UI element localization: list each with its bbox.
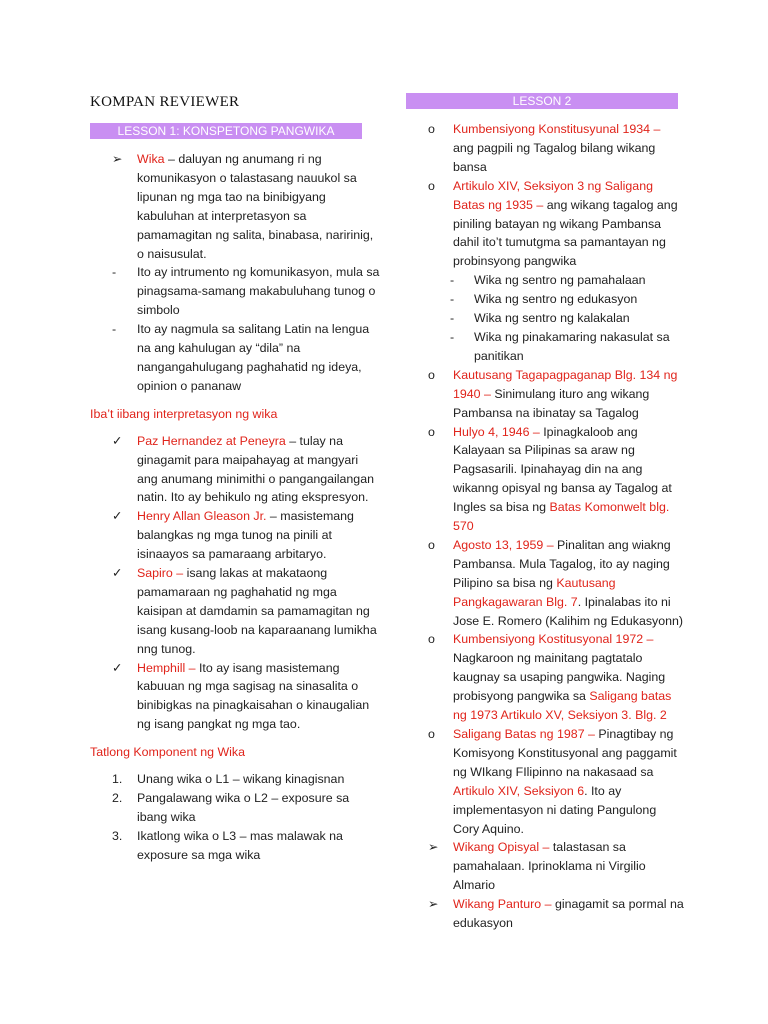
list-item bbox=[90, 320, 380, 396]
interpretations-heading: Iba’t iibang interpretasyon ng wika bbox=[90, 406, 278, 421]
interpretation-name: Paz Hernandez at Peneyra bbox=[137, 433, 286, 448]
sub-item-text: Wika ng pinakamaring nakasulat sa panitikan bbox=[474, 329, 670, 363]
timeline-event: Kumbensiyong Konstitusyunal 1934 – bbox=[453, 122, 661, 136]
component-number: 1. bbox=[112, 772, 123, 787]
dash-bullet-icon: - bbox=[450, 311, 455, 326]
definition-text: talastasan sa pamahalaan. Iprinoklama ni Virgilio Almario bbox=[453, 840, 646, 893]
interpretation-text: isang lakas at makataong pamamaraan ng paghahatid ng mga kaisipan at damdamin sa pamamagitan ng isang kusang-loob na kaparaanang lumikha nng tunog. bbox=[137, 566, 377, 656]
lesson-2-header: LESSON 2 bbox=[406, 93, 678, 109]
circle-bullet-icon: o bbox=[428, 537, 435, 552]
component-text: Pangalawang wika o L2 – exposure sa ibang wika bbox=[137, 791, 350, 824]
component-item bbox=[90, 827, 380, 865]
lesson-2-body bbox=[406, 120, 684, 933]
interpretation-name: Henry Allan Gleason Jr. bbox=[137, 509, 267, 524]
list-item bbox=[90, 263, 380, 320]
dash-bullet-icon: - bbox=[450, 292, 455, 307]
interpretation-item bbox=[90, 432, 380, 508]
circle-bullet-icon: o bbox=[428, 367, 435, 382]
timeline-event: Saligang Batas ng 1987 – bbox=[453, 727, 595, 741]
definition-item bbox=[406, 895, 684, 933]
definition-term: Wikang Panturo – bbox=[453, 897, 552, 912]
definition-text: ginagamit sa pormal na edukasyon bbox=[453, 897, 684, 931]
timeline-item bbox=[406, 366, 684, 423]
dash-item-text: Ito ay nagmula sa salitang Latin na lengua na ang kahulugan ay “dila” na nangangahulugang paghahatid ng ideya, opinion o pananaw bbox=[137, 322, 370, 393]
dash-item-text: Ito ay intrumento ng komunikasyon, mula sa pinagsama-samang makabuluhang tunog o simbolo bbox=[137, 265, 380, 318]
circle-bullet-icon: o bbox=[428, 424, 435, 439]
timeline-text: ang wikang tagalog ang piniling batayan ng wikang Pambansa dahil ito’t tumutgma sa pamantayan ng probinsyong pangwika bbox=[453, 197, 678, 269]
timeline-event: Agosto 13, 1959 – bbox=[453, 537, 554, 552]
component-item bbox=[90, 789, 380, 827]
circle-bullet-icon: o bbox=[428, 727, 435, 741]
timeline-event: Kumbensiyong Kostitusyonal 1972 – bbox=[453, 632, 654, 647]
arrow-bullet-icon: ➢ bbox=[428, 840, 439, 855]
timeline-item bbox=[406, 423, 684, 536]
document-title: KOMPAN REVIEWER bbox=[90, 94, 240, 110]
component-text: Unang wika o L1 – wikang kinagisnan bbox=[137, 772, 345, 787]
interpretation-name: Sapiro – bbox=[137, 566, 184, 581]
timeline-event: Artikulo XIV, Seksiyon 3 ng Saligang Batas ng 1935 – bbox=[453, 178, 653, 212]
definition-text: – daluyan ng anumang ri ng komunikasyon o talastasang nauukol sa lipunan ng mga tao na binibigyang kabuluhan at interpretasyon sa pamamagitan ng salita, binabasa, naririnig, o naisusulat. bbox=[137, 152, 374, 261]
lesson-1-header: LESSON 1: KONSPETONG PANGWIKA bbox=[90, 123, 362, 139]
interpretation-item bbox=[90, 659, 380, 735]
timeline-text: Pinagtibay ng Komisyong Konstitusyonal ang paggamit ng WIkang FIlipinno na nakasaad sa bbox=[453, 727, 677, 779]
interpretation-name: Hemphill – bbox=[137, 660, 196, 675]
check-bullet-icon: ✓ bbox=[112, 433, 123, 448]
circle-bullet-icon: o bbox=[428, 632, 435, 647]
timeline-item bbox=[406, 630, 684, 725]
timeline-event: Kautusang Tagapagpaganap Blg. 134 ng 1940 – bbox=[453, 367, 678, 401]
definition-term: Wikang Opisyal – bbox=[453, 840, 550, 855]
timeline-item bbox=[406, 725, 684, 838]
timeline-reference: Artikulo XIV, Seksiyon 6 bbox=[453, 783, 585, 798]
dash-bullet-icon: - bbox=[112, 265, 117, 280]
dash-bullet-icon: - bbox=[450, 273, 455, 288]
timeline-text-continued: . Ipinalabas ito ni Jose E. Romero (Kalihim ng Edukasyonn) bbox=[453, 594, 684, 628]
interpretation-text: – tulay na ginagamit para maipahayag at mangyari ang anumang minimithi o pangangailangan natin. Ito ay behikulo ng ating ekspresyon. bbox=[137, 433, 374, 505]
sub-item-text: Wika ng sentro ng pamahalaan bbox=[474, 273, 646, 288]
definition-item bbox=[90, 150, 380, 263]
timeline-item bbox=[406, 536, 684, 631]
timeline-text: Nagkaroon ng mainitang pagtatalo kaugnay sa usaping pangwika. Naging probisyong pangwika sa bbox=[453, 651, 666, 704]
timeline-text: Sinimulang ituro ang wikang Pambansa na ibinatay sa Tagalog bbox=[453, 386, 650, 420]
timeline-item bbox=[406, 120, 684, 177]
sub-list-item bbox=[406, 309, 684, 328]
timeline-reference: Batas Komonwelt blg. 570 bbox=[453, 500, 670, 534]
timeline-text-continued: . Ito ay implementasyon ni dating Pangulong Cory Aquino. bbox=[453, 783, 657, 836]
interpretation-text: Ito ay isang masistemang kabuuan ng mga sagisag na sinasalita o binibigkas na pinagkaisahan o kinaugalian ng isang pangkat ng mga tao. bbox=[137, 660, 370, 732]
timeline-reference: Kautusang Pangkagawaran Blg. 7 bbox=[453, 575, 616, 609]
timeline-event: Hulyo 4, 1946 – bbox=[453, 424, 540, 439]
sub-list-item bbox=[406, 290, 684, 309]
check-bullet-icon: ✓ bbox=[112, 660, 123, 675]
interpretation-text: – masistemang balangkas ng mga tunog na pinili at isinaayos sa pamaraang arbitaryo. bbox=[137, 509, 354, 562]
arrow-bullet-icon: ➢ bbox=[112, 152, 123, 166]
timeline-text: Ipinagkaloob ang Kalayaan sa Pilipinas sa araw ng Pagsasarili. Ipinahayag din na ang wikanng opisyal ng bansa ay Tagalog at Ingles sa bisa ng bbox=[453, 424, 672, 515]
check-bullet-icon: ✓ bbox=[112, 566, 123, 581]
timeline-text: ang pagpili ng Tagalog bilang wikang bansa bbox=[453, 140, 656, 174]
interpretation-item bbox=[90, 564, 380, 659]
components-heading: Tatlong Komponent ng Wika bbox=[90, 745, 245, 760]
definition-term: Wika bbox=[137, 152, 165, 166]
component-number: 3. bbox=[112, 828, 123, 843]
sub-item-text: Wika ng sentro ng edukasyon bbox=[474, 292, 638, 307]
circle-bullet-icon: o bbox=[428, 122, 435, 136]
definition-item bbox=[406, 838, 684, 895]
component-number: 2. bbox=[112, 791, 123, 805]
arrow-bullet-icon: ➢ bbox=[428, 897, 439, 912]
dash-bullet-icon: - bbox=[112, 322, 117, 337]
sub-list-item bbox=[406, 328, 684, 366]
timeline-reference: Saligang batas ng 1973 Artikulo XV, Seksiyon 3. Blg. 2 bbox=[453, 689, 672, 723]
sub-item-text: Wika ng sentro ng kalakalan bbox=[474, 311, 630, 326]
circle-bullet-icon: o bbox=[428, 178, 435, 193]
interpretation-item bbox=[90, 507, 380, 564]
lesson-1-body bbox=[90, 150, 380, 865]
timeline-text: Pinalitan ang wiakng Pambansa. Mula Tagalog, ito ay naging Pilipino sa bisa ng bbox=[453, 537, 671, 590]
dash-bullet-icon: - bbox=[450, 329, 455, 344]
component-text: Ikatlong wika o L3 – mas malawak na exposure sa mga wika bbox=[137, 828, 343, 862]
timeline-item bbox=[406, 177, 684, 272]
component-item bbox=[90, 770, 380, 789]
check-bullet-icon: ✓ bbox=[112, 509, 123, 524]
sub-list-item bbox=[406, 271, 684, 290]
